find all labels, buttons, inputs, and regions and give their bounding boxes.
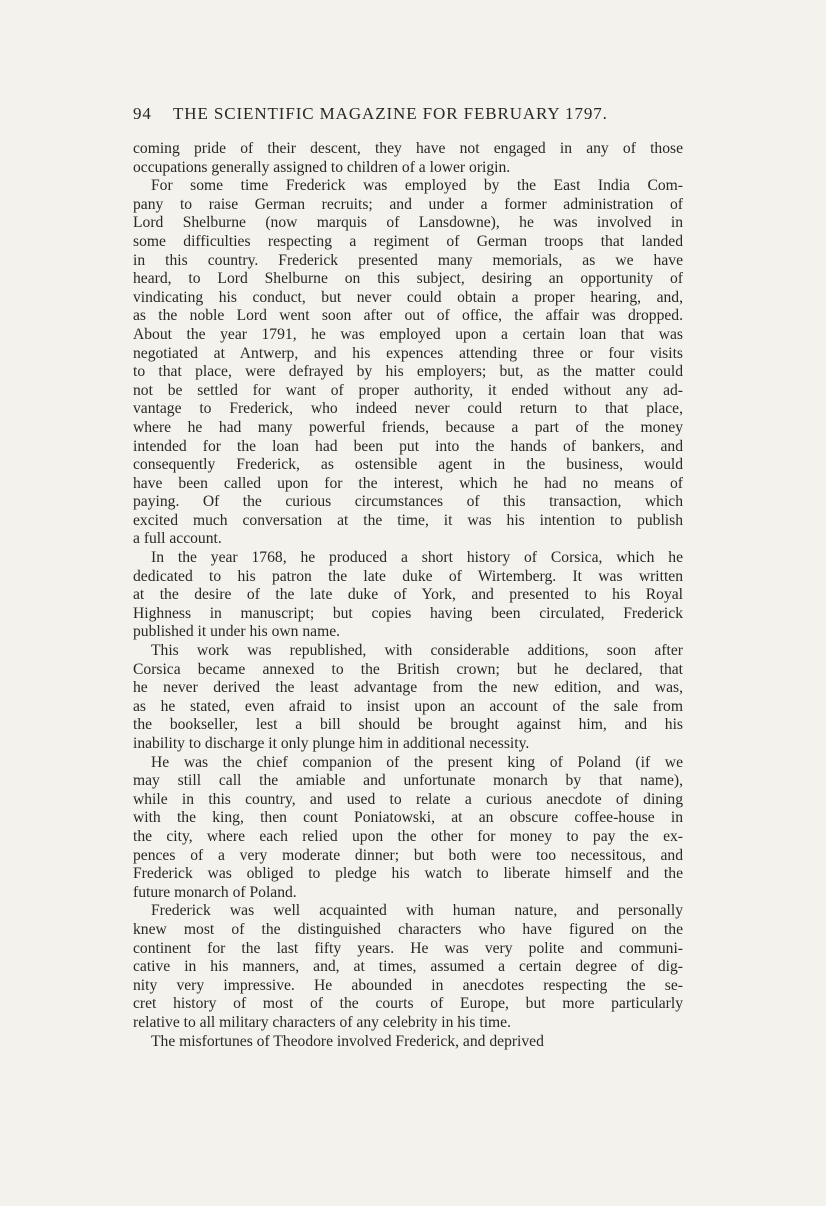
text-line: occupations generally assigned to children of a lower origin.: [133, 158, 511, 176]
text-line: where he had many powerful friends, because a part of the money: [133, 418, 683, 436]
text-line: Highness in manuscript; but copies having been circulated, Frederick: [133, 604, 683, 622]
text-line: may still call the amiable and unfortunate monarch by that name),: [133, 772, 683, 790]
text-line: heard, to Lord Shelburne on this subject, desiring an opportunity of: [133, 270, 683, 288]
article-body: [133, 140, 683, 1051]
text-line: continent for the last fifty years. He was very polite and communi-: [133, 939, 683, 957]
text-line: vantage to Frederick, who indeed never could return to that place,: [133, 400, 683, 418]
text-line: future monarch of Poland.: [133, 883, 297, 901]
text-line: pences of a very moderate dinner; but both were too necessitous, and: [133, 846, 683, 864]
text-line: he never derived the least advantage from the new edition, and was,: [133, 679, 683, 697]
text-line: published it under his own name.: [133, 623, 341, 641]
text-line: nity very impressive. He abounded in anecdotes respecting the se-: [133, 976, 683, 994]
text-line: knew most of the distinguished characters who have figured on the: [133, 920, 683, 938]
text-line: dedicated to his patron the late duke of Wirtemberg. It was written: [133, 567, 683, 585]
text-line: not be settled for want of proper authority, it ended without any ad-: [133, 381, 683, 399]
text-line: Frederick was well acquainted with human nature, and personally: [151, 902, 683, 920]
text-line: paying. Of the curious circumstances of this transaction, which: [133, 493, 683, 511]
text-line: consequently Frederick, as ostensible agent in the business, would: [133, 456, 683, 474]
text-line: in this country. Frederick presented many memorials, as we have: [133, 251, 683, 269]
text-line: Frederick was obliged to pledge his watch to liberate himself and the: [133, 865, 683, 883]
text-line: have been called upon for the interest, which he had no means of: [133, 474, 683, 492]
text-line: intended for the loan had been put into the hands of bankers, and: [133, 437, 683, 455]
text-line: some difficulties respecting a regiment of German troops that landed: [133, 232, 683, 250]
text-line: the city, where each relied upon the other for money to pay the ex-: [133, 827, 683, 845]
text-line: excited much conversation at the time, it was his intention to publish: [133, 511, 683, 529]
text-line: negotiated at Antwerp, and his expences attending three or four visits: [133, 344, 683, 362]
text-line: inability to discharge it only plunge him in additional necessity.: [133, 735, 530, 752]
text-line: as he stated, even afraid to insist upon an account of the sale from: [133, 697, 683, 715]
text-line: He was the chief companion of the present king of Poland (if we: [151, 753, 683, 771]
text-line: Lord Shelburne (now marquis of Lansdowne), he was involved in: [133, 214, 683, 232]
text-line: at the desire of the late duke of York, and presented to his Royal: [133, 586, 683, 604]
text-line: Corsica became annexed to the British crown; but he declared, that: [133, 660, 683, 678]
text-line: cret history of most of the courts of Europe, but more particularly: [133, 995, 683, 1013]
text-line: a full account.: [133, 530, 222, 548]
text-line: relative to all military characters of any celebrity in his time.: [133, 1013, 512, 1031]
text-line: the bookseller, lest a bill should be brought against him, and his: [133, 716, 683, 734]
page-number: 94: [133, 104, 152, 123]
text-line: as the noble Lord went soon after out of office, the affair was dropped.: [133, 307, 683, 325]
journal-title: THE SCIENTIFIC MAGAZINE FOR FEBRUARY 1797.: [173, 104, 608, 123]
text-line: About the year 1791, he was employed upon a certain loan that was: [133, 325, 683, 343]
text-line: pany to raise German recruits; and under a former administration of: [133, 195, 683, 213]
text-line: to that place, were defrayed by his employers; but, as the matter could: [133, 363, 683, 381]
text-line: coming pride of their descent, they have not engaged in any of those: [133, 140, 683, 157]
text-line: cative in his manners, and, at times, assumed a certain degree of dig-: [133, 958, 683, 976]
text-line: For some time Frederick was employed by the East India Com-: [151, 177, 683, 195]
text-line: The misfortunes of Theodore involved Frederick, and deprived: [151, 1032, 544, 1050]
text-line: vindicating his conduct, but never could obtain a proper hearing, and,: [133, 288, 683, 306]
text-line: while in this country, and used to relate a curious anecdote of dining: [133, 790, 683, 808]
text-line: This work was republished, with considerable additions, soon after: [151, 642, 683, 660]
text-line: In the year 1768, he produced a short history of Corsica, which he: [151, 549, 683, 567]
running-head: [133, 104, 693, 130]
text-line: with the king, then count Poniatowski, at an obscure coffee-house in: [133, 809, 683, 827]
